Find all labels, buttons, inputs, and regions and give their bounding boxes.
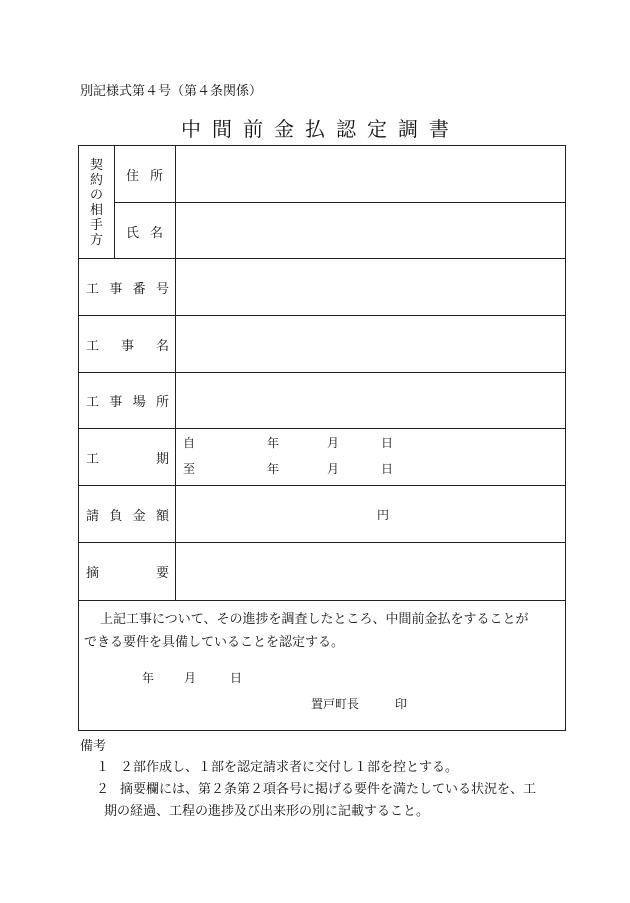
name-field[interactable] — [176, 203, 565, 259]
certification-section — [79, 601, 565, 730]
document-title: 中間前金払認定調書 — [181, 117, 460, 141]
contract-amount-row — [79, 486, 565, 543]
form-number: 別記様式第４号（第４条関係） — [80, 84, 263, 99]
signer-title: 置戸町長 — [311, 697, 360, 711]
remark-item: ２ 摘要欄には、第２条第２項各号に掲げる要件を満たしている状況を、工 期の経過、工程の進捗及び出来形の別に記載すること。 — [96, 782, 537, 819]
address-label: 住 所 — [115, 146, 176, 202]
work-location-row — [79, 373, 565, 429]
remark-item: １ ２部作成し、１部を認定請求者に交付し１部を控とする。 — [96, 760, 459, 775]
summary-row — [79, 543, 565, 601]
contract-amount-field[interactable] — [176, 486, 565, 542]
work-name-row — [79, 316, 565, 373]
work-name-field[interactable] — [176, 316, 565, 372]
certification-text: 上記工事について、その進捗を調査したところ、中間前金払をすることが できる要件を具備していることを認定する。 — [84, 612, 529, 650]
work-number-row — [79, 259, 565, 316]
contractor-group-label: 契 約 の 相 手 方 — [79, 146, 115, 259]
work-name-label: 工 事 名 — [79, 316, 176, 372]
period-from-line[interactable]: 自 年 月 日 — [183, 436, 394, 450]
seal-mark: 印 — [395, 697, 408, 711]
work-number-field[interactable] — [176, 259, 565, 315]
period-to-line[interactable]: 至 年 月 日 — [183, 462, 394, 476]
contractor-section — [79, 146, 565, 259]
signer-line — [311, 695, 431, 711]
name-label: 氏 名 — [115, 203, 176, 259]
work-period-label: 工 期 — [79, 429, 176, 485]
summary-label: 摘 要 — [79, 543, 176, 600]
summary-field[interactable] — [176, 543, 565, 600]
contract-amount-label: 請 負 金 額 — [79, 486, 176, 542]
work-period-row — [79, 429, 565, 486]
address-row — [115, 146, 565, 203]
address-field[interactable] — [176, 146, 565, 202]
certification-form — [78, 145, 566, 731]
remarks-heading: 備考 — [80, 739, 107, 754]
work-number-label: 工 事 番 号 — [79, 259, 176, 315]
yen-unit: 円 — [377, 508, 390, 522]
certification-date[interactable]: 年 月 日 — [142, 671, 243, 685]
work-location-field[interactable] — [176, 373, 565, 428]
work-location-label: 工 事 場 所 — [79, 373, 176, 428]
name-row — [115, 203, 565, 259]
